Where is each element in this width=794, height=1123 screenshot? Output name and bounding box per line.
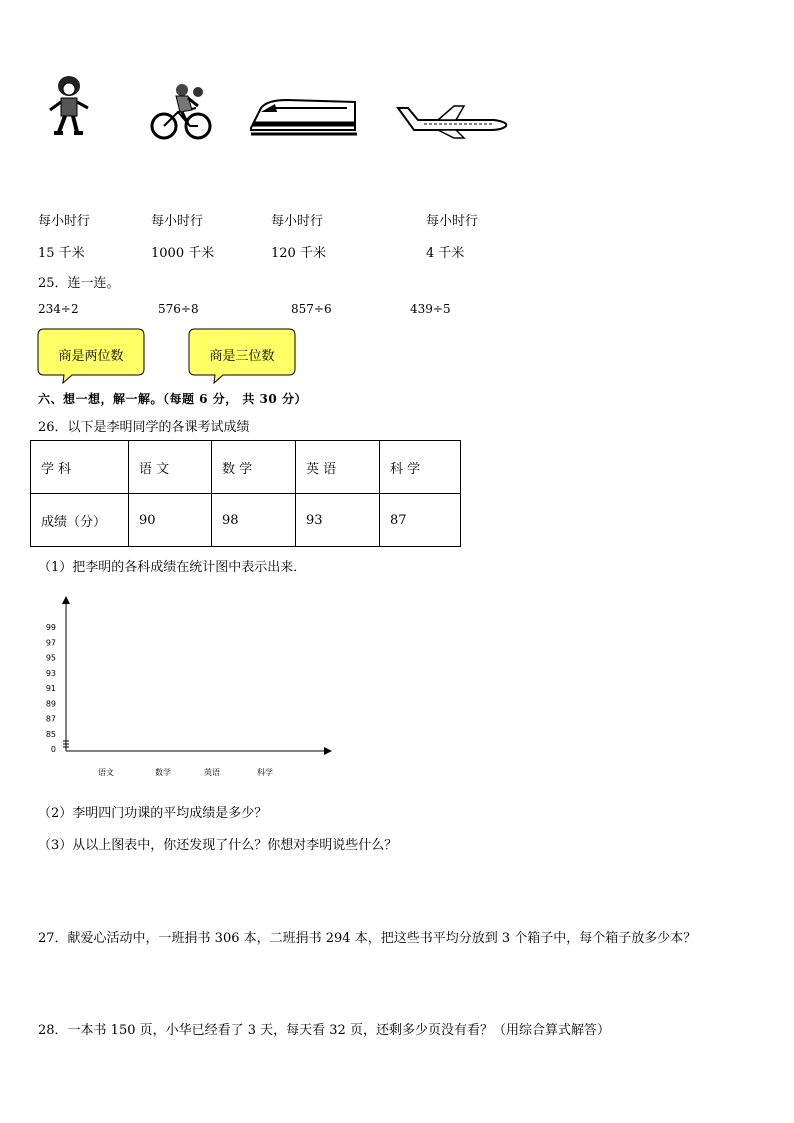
train-icon — [247, 94, 359, 138]
airplane-icon — [394, 102, 510, 140]
speed-value-3: 120 千米 — [271, 246, 326, 261]
speed-value-4: 4 千米 — [426, 246, 465, 261]
table-subject-math: 数 学 — [212, 441, 296, 494]
y-tick-label: 95 — [45, 653, 56, 663]
expression-1: 234÷2 — [38, 302, 79, 316]
speed-prefix-1: 每小时行 — [38, 214, 91, 229]
x-category-label: 数学 — [155, 768, 171, 777]
question-26-title: 26．以下是李明同学的各课考试成绩 — [38, 420, 250, 435]
callout-three-digit-label: 商是三位数 — [209, 349, 275, 364]
question-25-title: 25．连一连。 — [38, 276, 120, 291]
callout-two-digit-label: 商是两位数 — [58, 349, 124, 364]
expression-2: 576÷8 — [158, 302, 199, 316]
question-26-part-2: （2）李明四门功课的平均成绩是多少？ — [38, 806, 268, 821]
y-tick-label: 93 — [45, 668, 56, 678]
walking-child-icon — [44, 74, 94, 138]
x-category-label: 科学 — [257, 768, 273, 777]
table-subject-chinese: 语 文 — [129, 441, 212, 494]
table-score-label: 成绩（分） — [31, 494, 129, 547]
table-score-math: 98 — [212, 494, 296, 547]
x-axis-arrow — [324, 747, 332, 755]
speed-value-2: 1000 千米 — [151, 246, 215, 261]
blank-bar-chart — [30, 592, 350, 788]
expression-3: 857÷6 — [291, 302, 332, 316]
speed-prefix-3: 每小时行 — [271, 214, 324, 229]
x-category-label: 语文 — [98, 768, 114, 777]
question-26-part-1: （1）把李明的各科成绩在统计图中表示出来． — [38, 560, 307, 575]
table-row — [31, 441, 461, 494]
y-tick-label: 89 — [45, 699, 56, 709]
y-tick-label: 0 — [50, 745, 56, 754]
y-axis-arrow — [62, 596, 70, 604]
question-27: 27．献爱心活动中，一班捐书 306 本，二班捐书 294 本，把这些书平均分放到 3 个箱子中，每个箱子放多少本？ — [38, 931, 697, 946]
table-row — [31, 494, 461, 547]
section-6-title: 六、想一想，解一解。（每题 6 分， 共 30 分） — [38, 392, 307, 406]
table-score-chinese: 90 — [129, 494, 212, 547]
table-subject-science: 科 学 — [380, 441, 461, 494]
x-category-label: 英语 — [204, 768, 220, 777]
y-tick-label: 97 — [45, 638, 56, 648]
table-score-science: 87 — [380, 494, 461, 547]
y-tick-label: 99 — [45, 623, 56, 632]
bicycle-rider-icon — [150, 82, 212, 142]
question-26-part-3: （3）从以上图表中，你还发现了什么？你想对李明说些什么？ — [38, 838, 398, 853]
y-tick-label: 91 — [45, 684, 56, 693]
callout-three-digit — [187, 328, 297, 384]
expression-4: 439÷5 — [410, 302, 451, 316]
table-score-english: 93 — [296, 494, 380, 547]
y-tick-label: 87 — [45, 714, 56, 724]
y-tick-label: 85 — [45, 729, 56, 739]
speed-value-1: 15 千米 — [38, 246, 85, 261]
table-subject-english: 英 语 — [296, 441, 380, 494]
speed-prefix-2: 每小时行 — [151, 214, 204, 229]
table-header-subject: 学 科 — [31, 441, 129, 494]
scores-table — [30, 440, 461, 547]
question-28: 28．一本书 150 页，小华已经看了 3 天，每天看 32 页，还剩多少页没有看？（用综合算式解答） — [38, 1023, 610, 1038]
callout-two-digit — [36, 328, 146, 384]
speed-prefix-4: 每小时行 — [426, 214, 479, 229]
